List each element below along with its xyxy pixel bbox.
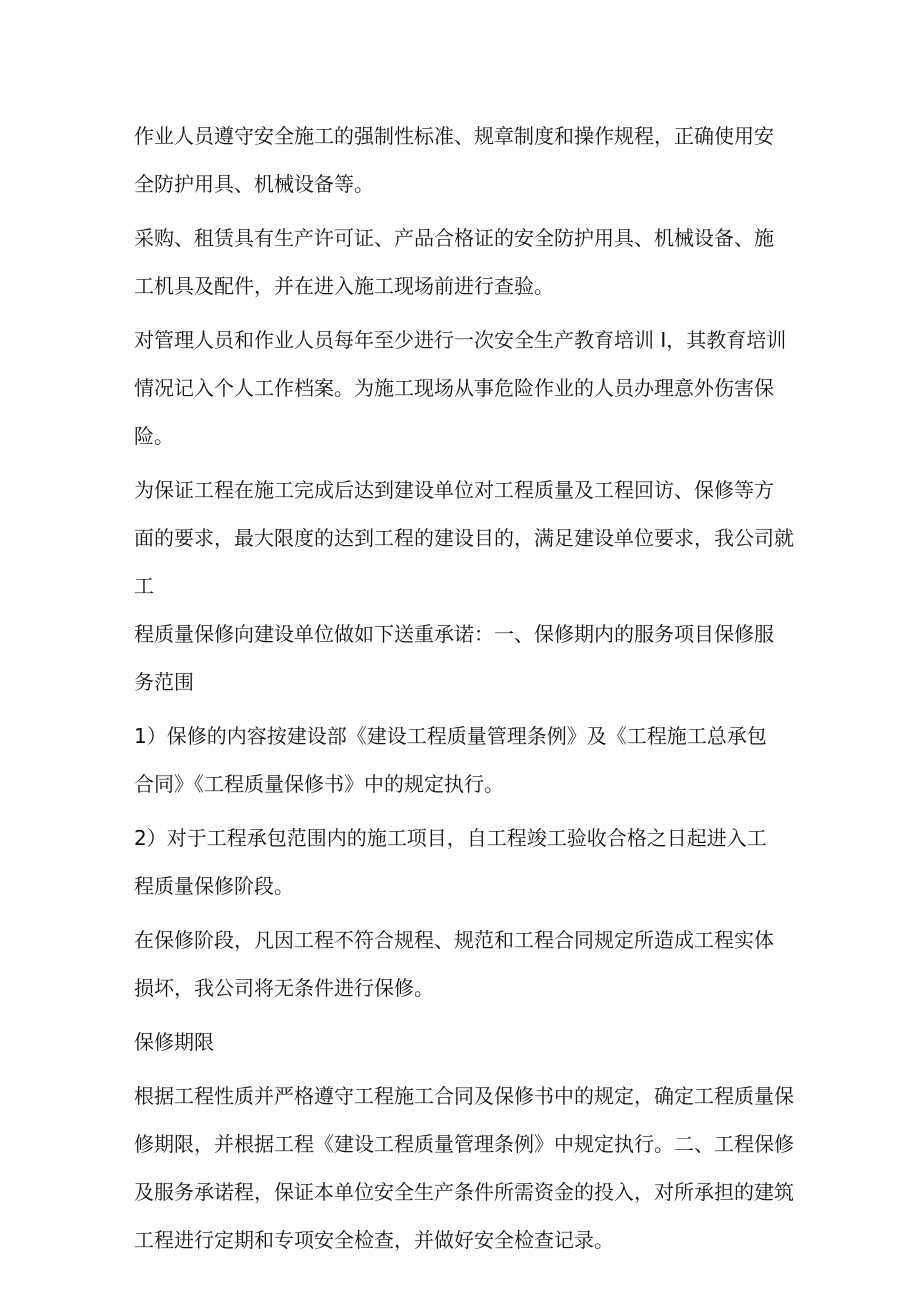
text-line: 工机具及配件，并在进入施工现场前进行查验。 xyxy=(134,274,554,298)
text-line: 为保证工程在施工完成后达到建设单位对工程质量及工程回访、保修等方 xyxy=(134,478,774,502)
paragraph xyxy=(134,814,794,910)
paragraph xyxy=(134,214,794,310)
text-line: 保修期限 xyxy=(134,1030,214,1054)
text-line: 务范围 xyxy=(134,670,194,694)
text-line: 程质量保修阶段。 xyxy=(134,874,294,898)
text-line: 全防护用具、机械设备等。 xyxy=(134,172,374,196)
paragraph xyxy=(134,916,794,1012)
text-line: 合同》《工程质量保修书》中的规定执行。 xyxy=(134,772,504,796)
text-line: 对管理人员和作业人员每年至少进行一次安全生产教育培训 I，其教育培训 xyxy=(134,328,787,352)
text-line: 及服务承诺程，保证本单位安全生产条件所需资金的投入，对所承担的建筑 xyxy=(134,1180,794,1204)
text-line: 情况记入个人工作档案。为施工现场从事危险作业的人员办理意外伤害保 xyxy=(134,376,774,400)
text-line: 根据工程性质并严格遵守工程施工合同及保修书中的规定，确定工程质量保 xyxy=(134,1084,794,1108)
section-heading xyxy=(134,1018,794,1066)
text-line: 1）保修的内容按建设部《建设工程质量管理条例》及《工程施工总承包 xyxy=(134,724,767,748)
paragraph xyxy=(134,1072,794,1264)
text-line: 险。 xyxy=(134,424,174,448)
text-line: 修期限，并根据工程《建设工程质量管理条例》中规定执行。二、工程保修 xyxy=(134,1132,794,1156)
text-line: 面的要求，最大限度的达到工程的建设目的，满足建设单位要求，我公司就工 xyxy=(134,526,794,598)
paragraph xyxy=(134,466,794,706)
document-body xyxy=(134,112,794,1270)
text-line: 采购、租赁具有生产许可证、产品合格证的安全防护用具、机械设备、施 xyxy=(134,226,774,250)
text-line: 工程进行定期和专项安全检查，并做好安全检查记录。 xyxy=(134,1228,614,1252)
text-line: 损坏，我公司将无条件进行保修。 xyxy=(134,976,434,1000)
text-line: 在保修阶段，凡因工程不符合规程、规范和工程合同规定所造成工程实体 xyxy=(134,928,774,952)
paragraph xyxy=(134,316,794,460)
text-line: 2）对于工程承包范围内的施工项目，自工程竣工验收合格之日起进入工 xyxy=(134,826,767,850)
paragraph xyxy=(134,112,794,208)
paragraph xyxy=(134,712,794,808)
text-line: 程质量保修向建设单位做如下送重承诺：一、保修期内的服务项目保修服 xyxy=(134,622,774,646)
text-line: 作业人员遵守安全施工的强制性标准、规章制度和操作规程，正确使用安 xyxy=(134,124,774,148)
